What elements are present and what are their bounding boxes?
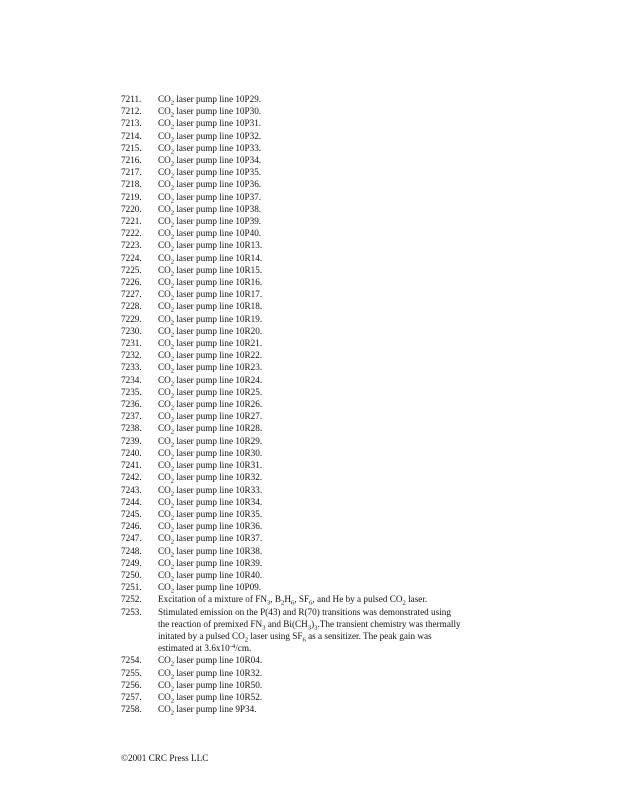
reference-entry [121,484,521,496]
reference-number: 7211. [121,94,142,104]
reference-number: 7239. [121,435,142,446]
reference-number: 7256. [121,679,142,690]
reference-list [121,93,521,715]
reference-text: $CO_2$ laser pump line 10R23. [158,362,263,375]
reference-number: 7229. [121,313,142,324]
reference-entry [121,447,521,459]
reference-number: 7214. [121,130,142,141]
reference-entry [121,239,521,251]
reference-entry [121,191,521,203]
reference-text: $CO_2$ laser pump line 10P36. [158,179,262,192]
reference-text: $CO_2$ laser pump line 10R16. [158,277,263,290]
reference-entry [121,581,521,593]
reference-entry [121,227,521,239]
reference-number: 7246. [121,521,142,532]
reference-text: $CO_2$ laser pump line 10R17. [158,289,263,302]
reference-text: $CO_2$ laser pump line 10P38. [158,203,262,217]
reference-number: 7221. [121,216,142,227]
reference-text: $CO_2$ laser pump line 10R19. [158,313,263,326]
reference-text: $CO_2$ laser pump line 10R38. [158,545,263,558]
reference-text: $CO_2$ laser pump line 10P32. [158,130,262,143]
reference-number: 7223. [121,240,142,251]
reference-number: 7248. [121,545,142,556]
reference-number: 7230. [121,325,142,336]
reference-number: 7228. [121,301,142,312]
reference-number: 7254. [121,655,142,666]
reference-number: 7242. [121,472,142,483]
reference-text: $CO_2$ laser pump line 10R39. [158,557,263,571]
reference-number: 7218. [121,179,142,190]
reference-entry [121,337,521,349]
reference-entry [121,93,521,105]
reference-text: $CO_2$ laser pump line 10R26. [158,399,263,412]
reference-text: $CO_2$ laser pump line 10R20. [158,325,263,339]
reference-entry [121,325,521,337]
reference-entry [121,300,521,312]
reference-number: 7222. [121,228,142,239]
reference-entry [121,361,521,373]
reference-text: $CO_2$ laser pump line 10R18. [158,301,263,314]
reference-number: 7243. [121,484,142,495]
reference-entry [121,178,521,190]
reference-text: $CO_2$ laser pump line 10P33. [158,142,262,156]
reference-text: $CO_2$ laser pump line 10R04. [158,655,263,668]
reference-entry [121,142,521,154]
reference-number: 7220. [121,203,142,214]
reference-text: $CO_2$ laser pump line 10P09. [158,582,262,595]
reference-entry [121,679,521,691]
reference-entry [121,654,521,666]
reference-number: 7255. [121,667,142,678]
reference-text: $CO_2$ laser pump line 10R21. [158,338,263,351]
reference-text: $CO_2$ laser pump line 10P29. [158,94,262,107]
reference-entry [121,130,521,142]
reference-number: 7252. [121,594,142,605]
reference-entry [121,508,521,520]
reference-text: $CO_2$ laser pump line 10P35. [158,167,262,180]
reference-number: 7212. [121,106,142,117]
reference-entry [121,386,521,398]
reference-entry [121,288,521,300]
reference-entry [121,166,521,178]
reference-text: $CO_2$ laser pump line 9P34. [158,704,257,717]
reference-text: $CO_2$ laser pump line 10R29. [158,435,263,448]
reference-number: 7227. [121,289,142,300]
reference-entry [121,276,521,288]
reference-entry [121,593,521,605]
reference-entry [121,422,521,434]
reference-number: 7236. [121,399,142,410]
reference-number: 7240. [121,447,142,458]
reference-text: Excitation of a mixture of $FN_3$, $B_2H_6$, $SF_6$, and He by a pulsed $CO_2$ laser. [158,594,428,607]
reference-entry [121,203,521,215]
reference-text: $CO_2$ laser pump line 10R37. [158,533,263,546]
reference-number: 7249. [121,557,142,568]
reference-text: $CO_2$ laser pump line 10R35. [158,508,263,522]
reference-text: $CO_2$ laser pump line 10R30. [158,447,263,461]
reference-text: $CO_2$ laser pump line 10R14. [158,252,263,265]
reference-text: $CO_2$ laser pump line 10R13. [158,240,263,253]
reference-number: 7213. [121,118,142,129]
reference-number: 7247. [121,533,142,544]
reference-text: $CO_2$ laser pump line 10R22. [158,350,263,363]
reference-entry [121,459,521,471]
reference-number: 7233. [121,362,142,373]
reference-number: 7217. [121,167,142,178]
reference-entry [121,105,521,117]
reference-text: $CO_2$ laser pump line 10P34. [158,155,262,168]
reference-entry [121,557,521,569]
reference-entry [121,545,521,557]
reference-text: $CO_2$ laser pump line 10R27. [158,411,263,424]
reference-entry [121,154,521,166]
reference-entry [121,215,521,227]
reference-number: 7226. [121,277,142,288]
reference-text: $CO_2$ laser pump line 10R28. [158,423,263,436]
reference-number: 7216. [121,155,142,166]
reference-entry [121,374,521,386]
reference-group-co2-lines [121,93,521,593]
reference-number: 7251. [121,582,142,593]
reference-number: 7257. [121,691,142,702]
reference-text: $CO_2$ laser pump line 10R34. [158,496,263,510]
reference-text: Stimulated emission on the P(43) and R(70) transitions was demonstrated using the reaction of premixed $FN_3$ and $Bi(CH_3)_3.The$ transient chemistry was thermally initated by a pulsed $CO_2$ laser using $SF_6$ as a sensitizer. The peak gain was estimated at $3.6x10^{-4}/cm$. [158,606,461,654]
reference-number: 7258. [121,704,142,715]
reference-entry [121,532,521,544]
reference-group-co2-lines-2 [121,654,521,715]
reference-text: $CO_2$ laser pump line 10R25. [158,386,263,400]
reference-entry [121,435,521,447]
reference-entry [121,520,521,532]
reference-text: $CO_2$ laser pump line 10R50. [158,679,263,693]
reference-text: $CO_2$ laser pump line 10P40. [158,228,262,241]
copyright-footer: ©2001 CRC Press LLC [121,753,209,763]
reference-text: $CO_2$ laser pump line 10P30. [158,106,262,119]
reference-text: $CO_2$ laser pump line 10R32. [158,472,263,485]
reference-text: $CO_2$ laser pump line 10R40. [158,569,263,583]
reference-entry [121,313,521,325]
reference-number: 7235. [121,386,142,397]
reference-text: $CO_2$ laser pump line 10R24. [158,374,263,387]
reference-entry [121,703,521,715]
reference-entry [121,496,521,508]
reference-text: $CO_2$ laser pump line 10R36. [158,521,263,534]
reference-text: $CO_2$ laser pump line 10P39. [158,216,262,229]
reference-entry [121,606,521,655]
reference-entry [121,471,521,483]
reference-number: 7241. [121,460,142,471]
reference-text: $CO_2$ laser pump line 10R15. [158,264,263,278]
reference-number: 7225. [121,264,142,275]
reference-number: 7231. [121,338,142,349]
reference-number: 7215. [121,142,142,153]
reference-entry [121,264,521,276]
reference-entry [121,117,521,129]
reference-text: $CO_2$ laser pump line 10R31. [158,460,263,473]
reference-number: 7232. [121,350,142,361]
reference-number: 7219. [121,191,142,202]
reference-number: 7224. [121,252,142,263]
reference-number: 7234. [121,374,142,385]
reference-entry [121,569,521,581]
reference-number: 7253. [121,606,142,617]
reference-text: $CO_2$ laser pump line 10R33. [158,484,263,497]
reference-number: 7244. [121,496,142,507]
reference-entry [121,252,521,264]
reference-entry [121,398,521,410]
reference-text: $CO_2$ laser pump line 10R52. [158,691,263,705]
reference-entry [121,410,521,422]
reference-entry [121,667,521,679]
reference-number: 7237. [121,411,142,422]
reference-text: $CO_2$ laser pump line 10P37. [158,191,262,204]
reference-number: 7245. [121,508,142,519]
reference-text: $CO_2$ laser pump line 10P31. [158,118,262,131]
reference-entry [121,349,521,361]
reference-number: 7238. [121,423,142,434]
reference-entry [121,691,521,703]
reference-text: $CO_2$ laser pump line 10R32. [158,667,263,680]
reference-number: 7250. [121,569,142,580]
